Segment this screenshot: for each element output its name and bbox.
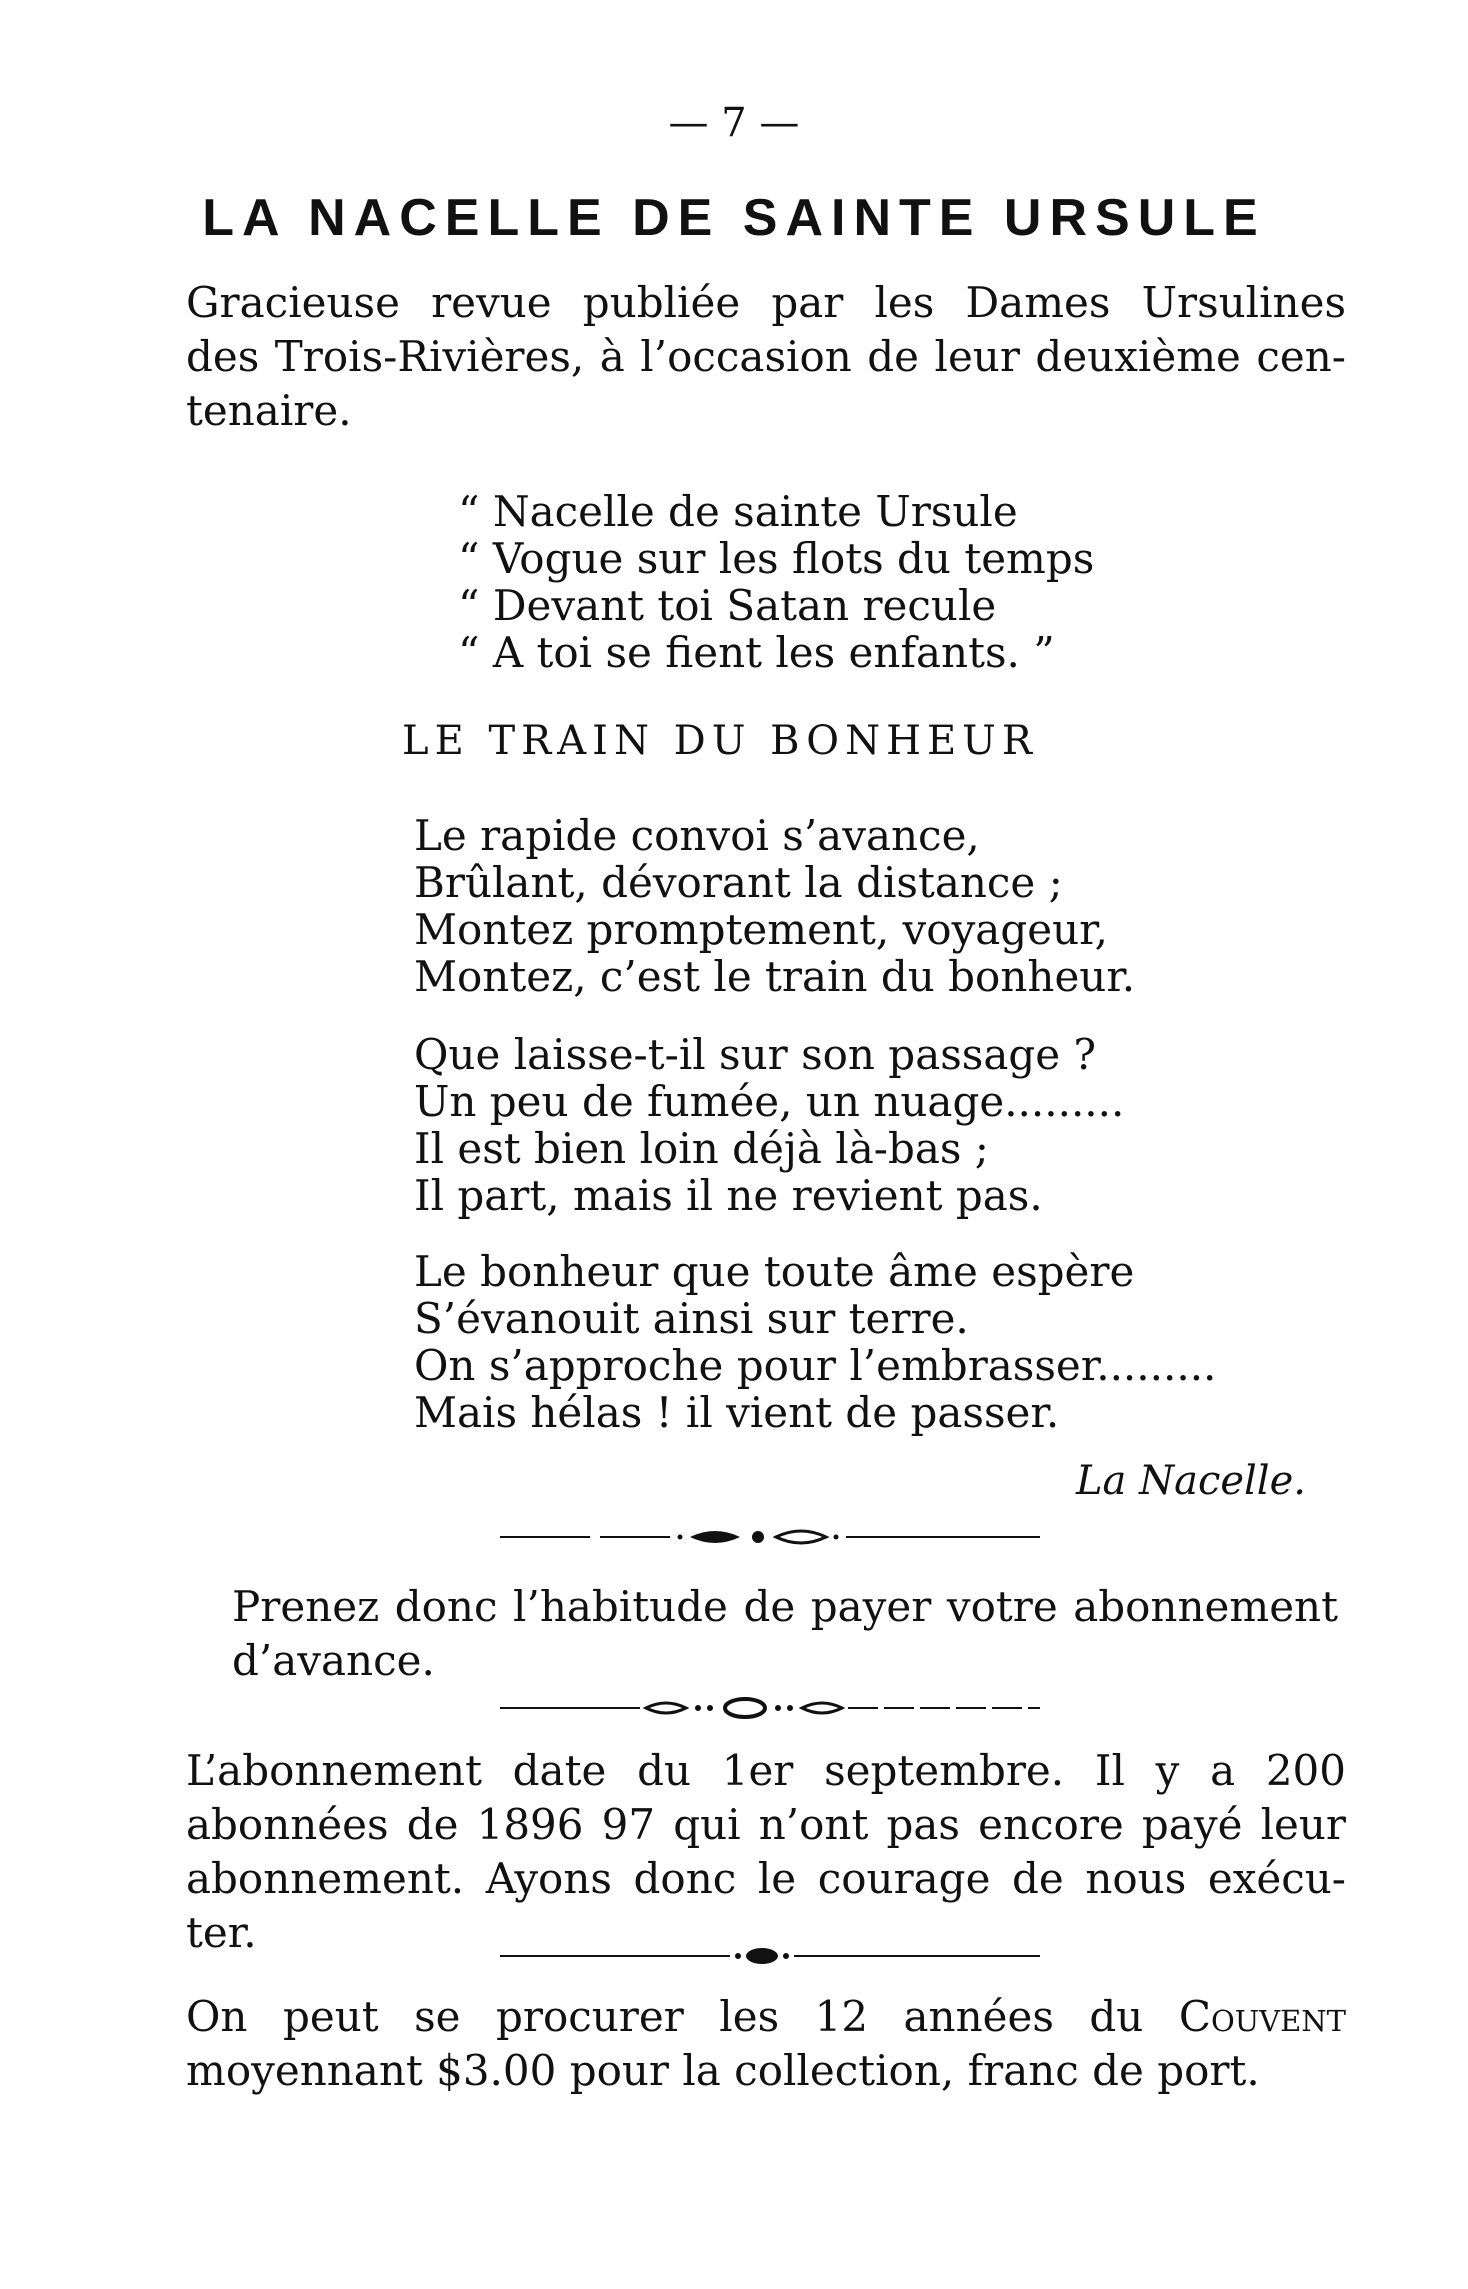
poem-line: Mais hélas ! il vient de passer.	[414, 1388, 1060, 1437]
poem-line: Montez, c’est le train du bonheur.	[414, 952, 1136, 1001]
notice-paragraph	[232, 1580, 1338, 1688]
poem-stanza-3	[414, 1248, 1216, 1436]
poem-signature: La Nacelle.	[1075, 1458, 1306, 1504]
ornamental-divider	[500, 1522, 1040, 1552]
epigraph-line: “ Vogue sur les flots du temps	[458, 534, 1095, 583]
intro-line: des Trois-Rivières, à l’occasion de leur deuxième cen-	[186, 332, 1346, 381]
poem-stanza-2	[414, 1031, 1124, 1219]
poem-line: S’évanouit ainsi sur terre.	[414, 1294, 969, 1343]
poem-line: Brûlant, dévorant la distance ;	[414, 858, 1063, 907]
poem-line: Le bonheur que toute âme espère	[414, 1247, 1135, 1296]
poem-title: LE TRAIN DU BONHEUR	[402, 718, 1039, 764]
poem-line: Le rapide convoi s’avance,	[414, 811, 980, 860]
notice-paragraph	[186, 1990, 1346, 2098]
epigraph-line: “ Devant toi Satan recule	[458, 581, 997, 630]
notice-line: d’avance.	[232, 1636, 435, 1685]
epigraph-line: “ Nacelle de sainte Ursule	[458, 487, 1018, 536]
notice-text: On peut se procurer les 12 années du	[186, 1992, 1144, 2041]
page-title: LA NACELLE DE SAINTE URSULE	[202, 189, 1266, 247]
poem-line: Montez promptement, voyageur,	[414, 905, 1108, 954]
epigraph	[458, 488, 1094, 676]
intro-line: Gracieuse revue publiée par les Dames Ursulines	[186, 278, 1346, 327]
notice-line: ter.	[186, 1908, 257, 1957]
notice-line: L’abonnement date du 1er septembre. Il y a 200	[186, 1746, 1346, 1795]
notice-line: Prenez donc l’habitude de payer votre abonnement	[232, 1582, 1338, 1631]
notice-line: abonnement. Ayons donc le courage de nous exécu-	[186, 1854, 1346, 1903]
intro-line: tenaire.	[186, 386, 352, 435]
ornamental-divider	[500, 1941, 1040, 1971]
notice-line: abonnées de 1896 97 qui n’ont pas encore payé leur	[186, 1800, 1346, 1849]
epigraph-line: “ A toi se fient les enfants. ”	[458, 628, 1055, 677]
journal-name: Couvent	[1178, 1992, 1346, 2041]
intro-paragraph	[186, 276, 1346, 438]
poem-line: Un peu de fumée, un nuage.........	[414, 1077, 1125, 1126]
ornamental-divider	[500, 1693, 1040, 1723]
notice-line: moyennant $3.00 pour la collection, franc de port.	[186, 2046, 1260, 2095]
page-number: — 7 —	[668, 100, 800, 146]
poem-line: On s’approche pour l’embrasser.........	[414, 1341, 1217, 1390]
poem-line: Il part, mais il ne revient pas.	[414, 1171, 1043, 1220]
poem-line: Il est bien loin déjà là-bas ;	[414, 1124, 989, 1173]
notice-line	[186, 1990, 1346, 2044]
notice-paragraph	[186, 1744, 1346, 1960]
poem-line: Que laisse-t-il sur son passage ?	[414, 1030, 1096, 1079]
poem-stanza-1	[414, 812, 1135, 1000]
